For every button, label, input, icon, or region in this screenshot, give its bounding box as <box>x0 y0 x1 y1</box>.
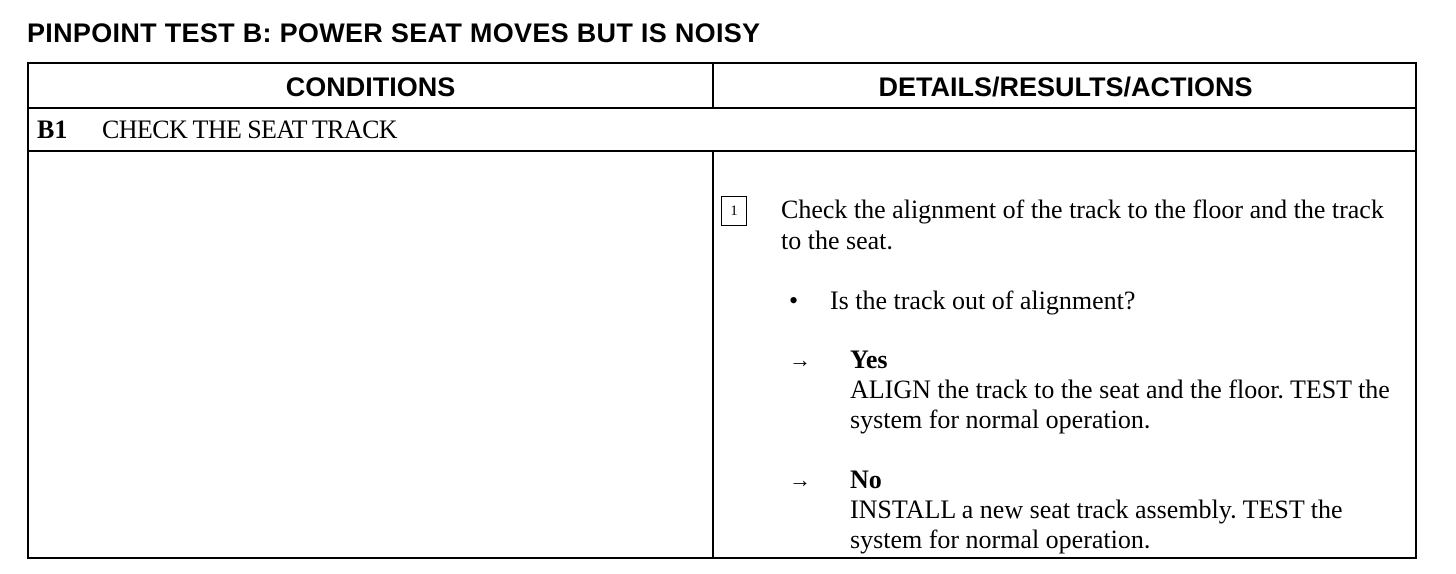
page-title: PINPOINT TEST B: POWER SEAT MOVES BUT IS NOISY <box>27 18 761 48</box>
pinpoint-test-table <box>27 62 1417 559</box>
bullet-icon: • <box>789 286 799 315</box>
table-header-row <box>29 64 1415 109</box>
action-number-box: 1 <box>721 196 747 226</box>
arrow-right-icon: → <box>789 467 811 492</box>
answer-no-label: No <box>850 465 882 494</box>
arrow-right-icon: → <box>789 347 811 372</box>
action-question: Is the track out of alignment? <box>830 286 1136 315</box>
answer-no-text: INSTALL a new seat track assembly. TEST the system for normal operation. <box>850 495 1343 554</box>
header-details: DETAILS/RESULTS/ACTIONS <box>878 72 1253 102</box>
step-row <box>29 109 1415 152</box>
answer-yes-label: Yes <box>850 345 888 374</box>
column-divider <box>712 152 714 557</box>
answer-no <box>850 465 1400 555</box>
action-instruction: Check the alignment of the track to the floor and the track to the seat. <box>781 195 1384 255</box>
header-conditions: CONDITIONS <box>285 72 456 102</box>
answer-yes <box>850 345 1400 435</box>
step-title: CHECK THE SEAT TRACK <box>102 115 397 144</box>
step-id: B1 <box>37 115 68 144</box>
answer-yes-text: ALIGN the track to the seat and the floor. TEST the system for normal operation. <box>850 375 1390 434</box>
